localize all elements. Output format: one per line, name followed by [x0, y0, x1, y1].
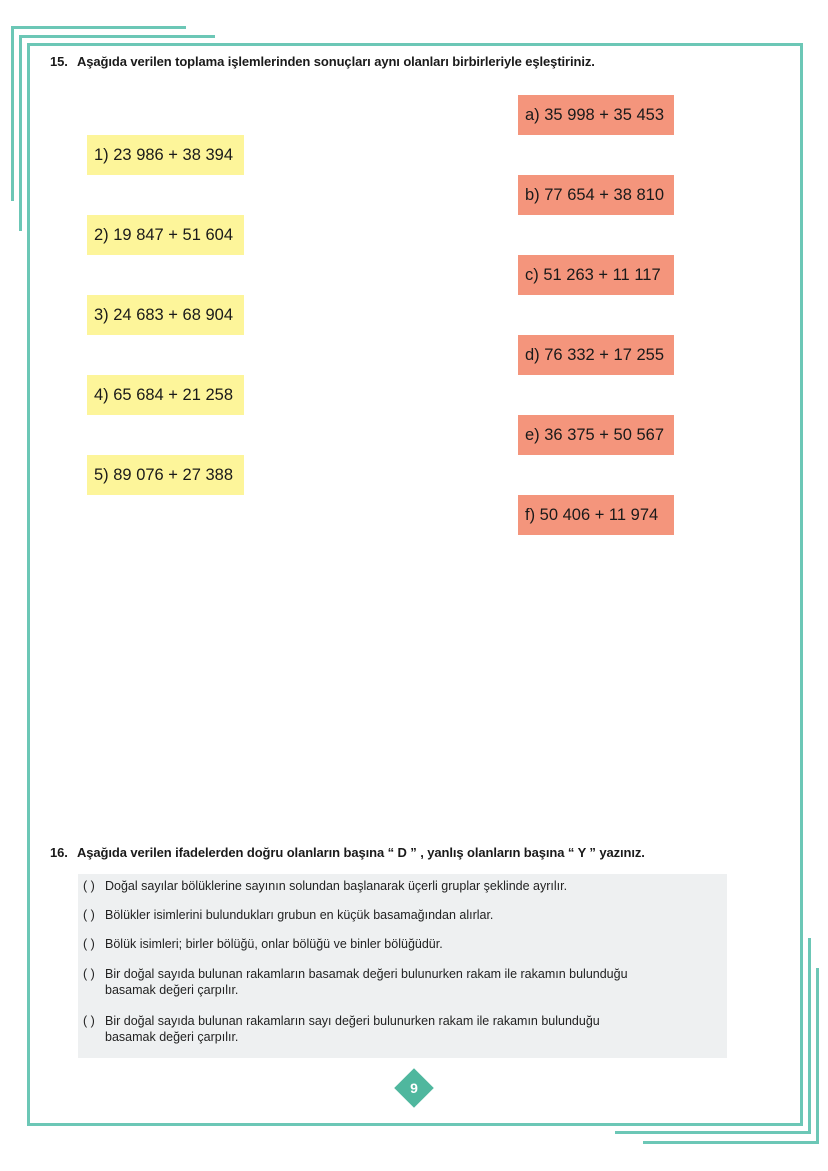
statement-4	[83, 966, 628, 998]
frame-line-left-2	[19, 35, 22, 231]
statements-panel	[78, 874, 727, 1058]
sum-box-5[interactable]: 5) 89 076 + 27 388	[87, 455, 244, 495]
frame-line-left-1	[11, 26, 14, 201]
page-number: 9	[410, 1080, 418, 1096]
sum-box-2[interactable]: 2) 19 847 + 51 604	[87, 215, 244, 255]
statement-2	[83, 907, 493, 923]
statement-2-text: Bölükler isimlerini bulundukları grubun en küçük basamağından alırlar.	[105, 908, 494, 922]
frame-line-bottom-2	[643, 1141, 819, 1144]
answer-blank-4[interactable]: ( )	[83, 967, 95, 981]
answer-blank-3[interactable]: ( )	[83, 937, 95, 951]
frame-line-top-2	[19, 35, 215, 38]
sum-box-d[interactable]: d) 76 332 + 17 255	[518, 335, 674, 375]
question-16-number: 16.	[50, 845, 68, 860]
frame-line-top-1	[11, 26, 186, 29]
question-16-title	[50, 845, 645, 860]
answer-blank-2[interactable]: ( )	[83, 908, 95, 922]
question-16-text: Aşağıda verilen ifadelerden doğru olanların başına “ D ” , yanlış olanların başına “ Y ” yazınız.	[77, 845, 645, 860]
sum-box-a[interactable]: a) 35 998 + 35 453	[518, 95, 674, 135]
frame-line-right-2	[816, 968, 819, 1144]
question-15-number: 15.	[50, 54, 68, 69]
sum-box-3[interactable]: 3) 24 683 + 68 904	[87, 295, 244, 335]
answer-blank-1[interactable]: ( )	[83, 879, 95, 893]
sum-box-1[interactable]: 1) 23 986 + 38 394	[87, 135, 244, 175]
statement-3	[83, 936, 443, 952]
statement-5-text: Bir doğal sayıda bulunan rakamların sayı değeri bulunurken rakam ile rakamın bulunduğu	[105, 1014, 600, 1028]
statement-1-text: Doğal sayılar bölüklerine sayının solundan başlanarak üçerli gruplar şeklinde ayrılır.	[105, 879, 568, 893]
statement-5-text-cont: basamak değeri çarpılır.	[105, 1030, 239, 1044]
sum-box-b[interactable]: b) 77 654 + 38 810	[518, 175, 674, 215]
frame-line-bottom-1	[615, 1131, 811, 1134]
question-15-title	[50, 54, 595, 69]
sum-box-c[interactable]: c) 51 263 + 11 117	[518, 255, 674, 295]
statement-5	[83, 1013, 600, 1045]
statement-3-text: Bölük isimleri; birler bölüğü, onlar bölüğü ve binler bölüğüdür.	[105, 937, 443, 951]
sum-box-f[interactable]: f) 50 406 + 11 974	[518, 495, 674, 535]
statement-4-text-cont: basamak değeri çarpılır.	[105, 983, 239, 997]
answer-blank-5[interactable]: ( )	[83, 1014, 95, 1028]
sum-box-4[interactable]: 4) 65 684 + 21 258	[87, 375, 244, 415]
sum-box-e[interactable]: e) 36 375 + 50 567	[518, 415, 674, 455]
statement-4-text: Bir doğal sayıda bulunan rakamların basamak değeri bulunurken rakam ile rakamın bulunduğu	[105, 967, 628, 981]
question-15-text: Aşağıda verilen toplama işlemlerinden sonuçları aynı olanları birbirleriyle eşleştiriniz.	[77, 54, 595, 69]
frame-line-right-1	[808, 938, 811, 1134]
statement-1	[83, 878, 567, 894]
